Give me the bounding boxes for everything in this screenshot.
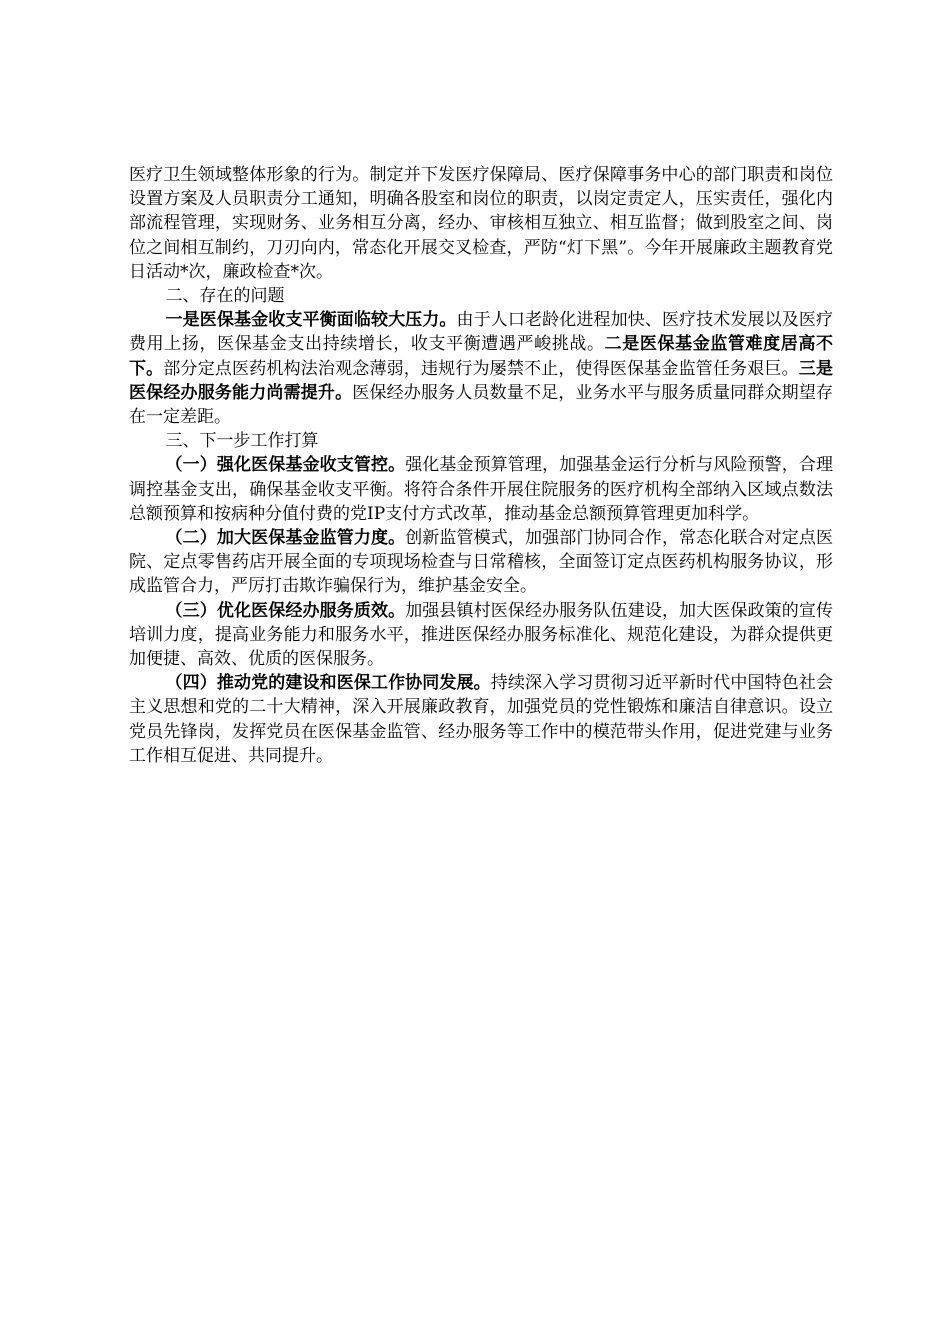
section-heading-problems: 二、存在的问题	[165, 286, 285, 307]
paragraph-plan-2	[129, 526, 833, 599]
body-text-3: 医保经办服务人员数量不足，业务水平与服务质量同群众期望存在一定差距。	[129, 382, 834, 428]
plan-4-title: （四）推动党的建设和医保工作协同发展。	[165, 673, 491, 694]
document-body	[129, 163, 833, 768]
body-text-1: 由于人口老龄化进程加快、医疗技术发展以及医疗费用上扬，医保基金支出持续增长，收支平衡遭遇严峻挑战。	[129, 310, 834, 355]
paragraph-plan-4	[129, 671, 833, 768]
plan-2-title: （二）加大医保基金监管力度。	[165, 528, 406, 549]
plan-2-text: 创新监管模式，加强部门协同合作，常态化联合对定点医院、定点零售药店开展全面的专项现场检查与日常稽核，全面签订定点医药机构服务协议，形成监管合力，严厉打击欺诈骗保行为，维护基金安全。	[129, 528, 833, 597]
plan-4-text: 持续深入学习贯彻习近平新时代中国特色社会主义思想和党的二十大精神，深入开展廉政教育，加强党员的党性锻炼和廉洁自律意识。设立党员先锋岗，发挥党员在医保基金监管、经办服务等工作中的模范带头作用，促进党建与业务工作相互促进、共同提升。	[129, 673, 834, 766]
plan-1-title: （一）强化医保基金收支管控。	[165, 455, 406, 476]
body-text-2: 部分定点医药机构法治观念薄弱，违规行为屡禁不止，使得医保基金监管任务艰巨。	[163, 358, 799, 379]
section-heading-next-steps: 三、下一步工作打算	[165, 431, 319, 452]
paragraph-plan-1	[129, 453, 833, 526]
bold-lead-1: 一是医保基金收支平衡面临较大压力。	[165, 310, 457, 331]
plan-1-text: 强化基金预算管理，加强基金运行分析与风险预警，合理调控基金支出，确保基金收支平衡。将符合条件开展住院服务的医疗机构全部纳入区域点数法总额预算和按病种分值付费的党IP支付方式改革，推动基金总额预算管理更加科学。	[129, 455, 833, 524]
paragraph-problems	[129, 308, 833, 429]
bold-lead-3: 三是医保经办服务能力尚需提升。	[129, 358, 834, 403]
plan-3-title: （三）优化医保经办服务质效。	[165, 600, 406, 621]
paragraph-intro-continuation: 医疗卫生领域整体形象的行为。制定并下发医疗保障局、医疗保障事务中心的部门职责和岗位设置方案及人员职责分工通知，明确各股室和岗位的职责，以岗定责定人，压实责任，强化内部流程管理，实现财务、业务相互分离，经办、审核相互独立、相互监督；做到股室之间、岗位之间相互制约，刀刃向内，常态化开展交叉检查，严防“灯下黑”。今年开展廉政主题教育党日活动*次，廉政检查*次。	[129, 165, 833, 282]
bold-lead-2: 二是医保基金监管难度居高不下。	[129, 334, 834, 379]
plan-3-text: 加强县镇村医保经办服务队伍建设，加大医保政策的宣传培训力度，提高业务能力和服务水平，推进医保经办服务标准化、规范化建设，为群众提供更加便捷、高效、优质的医保服务。	[129, 600, 833, 670]
paragraph-plan-3	[129, 599, 833, 672]
